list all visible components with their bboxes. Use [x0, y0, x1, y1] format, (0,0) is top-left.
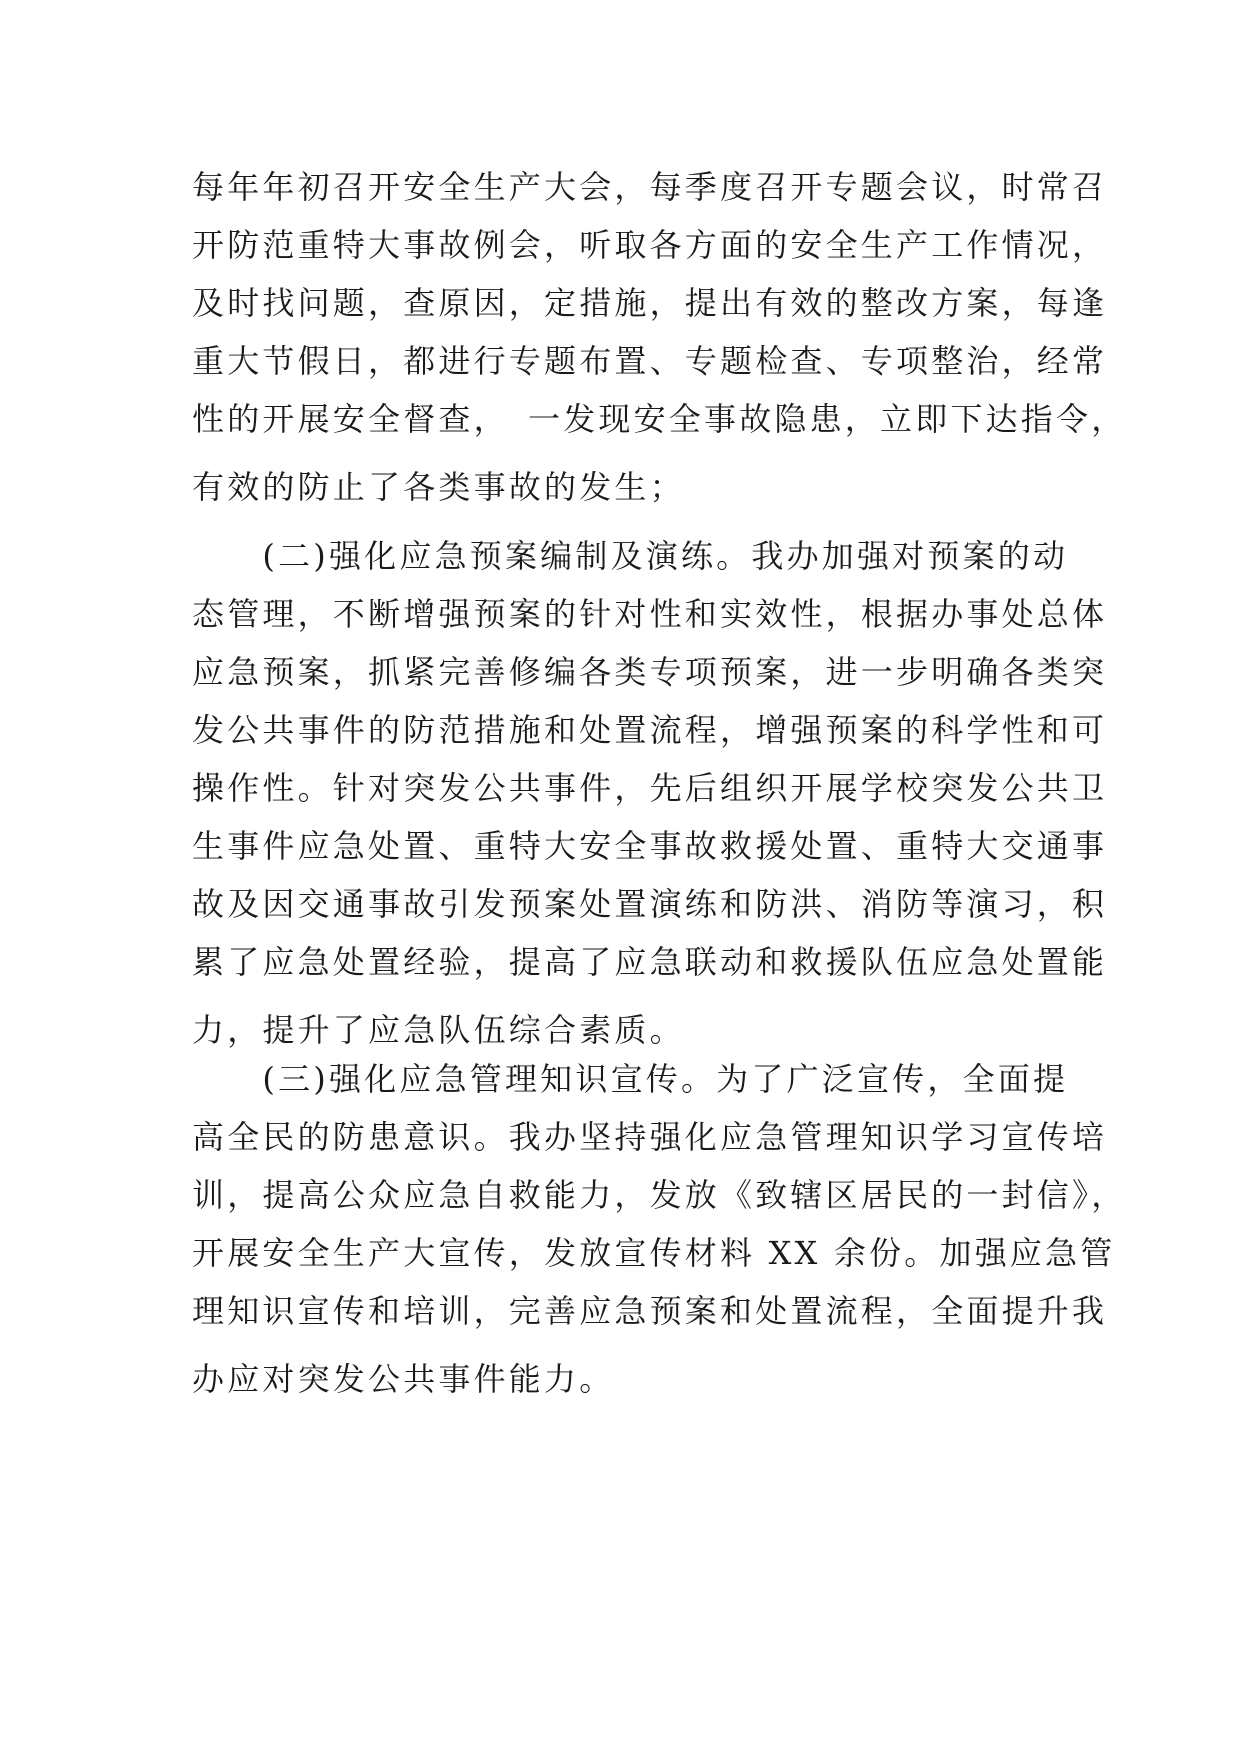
text-line: 办应对突发公共事件能力。 [192, 1360, 615, 1398]
text-line: 力，提升了应急队伍综合素质。 [192, 1011, 685, 1049]
paragraph-safety-meetings [192, 158, 1127, 516]
text-line: 理知识宣传和培训，完善应急预案和处置流程，全面提升我 [192, 1292, 1108, 1330]
text-line: 有效的防止了各类事故的发生； [192, 468, 685, 506]
text-line: 累了应急处置经验，提高了应急联动和救援队伍应急处置能 [192, 943, 1108, 981]
paragraph-knowledge-publicity [192, 1050, 1127, 1408]
text-line: 高全民的防患意识。我办坚持强化应急管理知识学习宣传培 [192, 1118, 1108, 1156]
text-line: 训，提高公众应急自救能力，发放《致辖区居民的一封信》， [192, 1176, 1127, 1214]
text-line: (二)强化应急预案编制及演练。我办加强对预案的动 [192, 537, 1069, 575]
text-line: 生事件应急处置、重特大安全事故救援处置、重特大交通事 [192, 827, 1108, 865]
text-line: (三)强化应急管理知识宣传。为了广泛宣传，全面提 [192, 1060, 1069, 1098]
text-line: 发公共事件的防范措施和处置流程，增强预案的科学性和可 [192, 711, 1108, 749]
text-line: 每年年初召开安全生产大会，每季度召开专题会议，时常召 [192, 168, 1108, 206]
text-line: 重大节假日，都进行专题布置、专题检查、专项整治，经常 [192, 342, 1108, 380]
text-line: 故及因交通事故引发预案处置演练和防洪、消防等演习，积 [192, 885, 1108, 923]
text-line: 开防范重特大事故例会，听取各方面的安全生产工作情况， [192, 226, 1108, 264]
paragraph-emergency-plans [192, 527, 1108, 1059]
text-line: 性的开展安全督查， 一发现安全事故隐患，立即下达指令， [192, 400, 1127, 438]
text-line: 态管理，不断增强预案的针对性和实效性，根据办事处总体 [192, 595, 1108, 633]
text-line: 及时找问题，查原因，定措施，提出有效的整改方案，每逢 [192, 284, 1108, 322]
text-line: 应急预案，抓紧完善修编各类专项预案，进一步明确各类突 [192, 653, 1108, 691]
text-line: 开展安全生产大宣传，发放宣传材料 XX 余份。加强应急管 [192, 1234, 1116, 1272]
text-line: 操作性。针对突发公共事件，先后组织开展学校突发公共卫 [192, 769, 1108, 807]
